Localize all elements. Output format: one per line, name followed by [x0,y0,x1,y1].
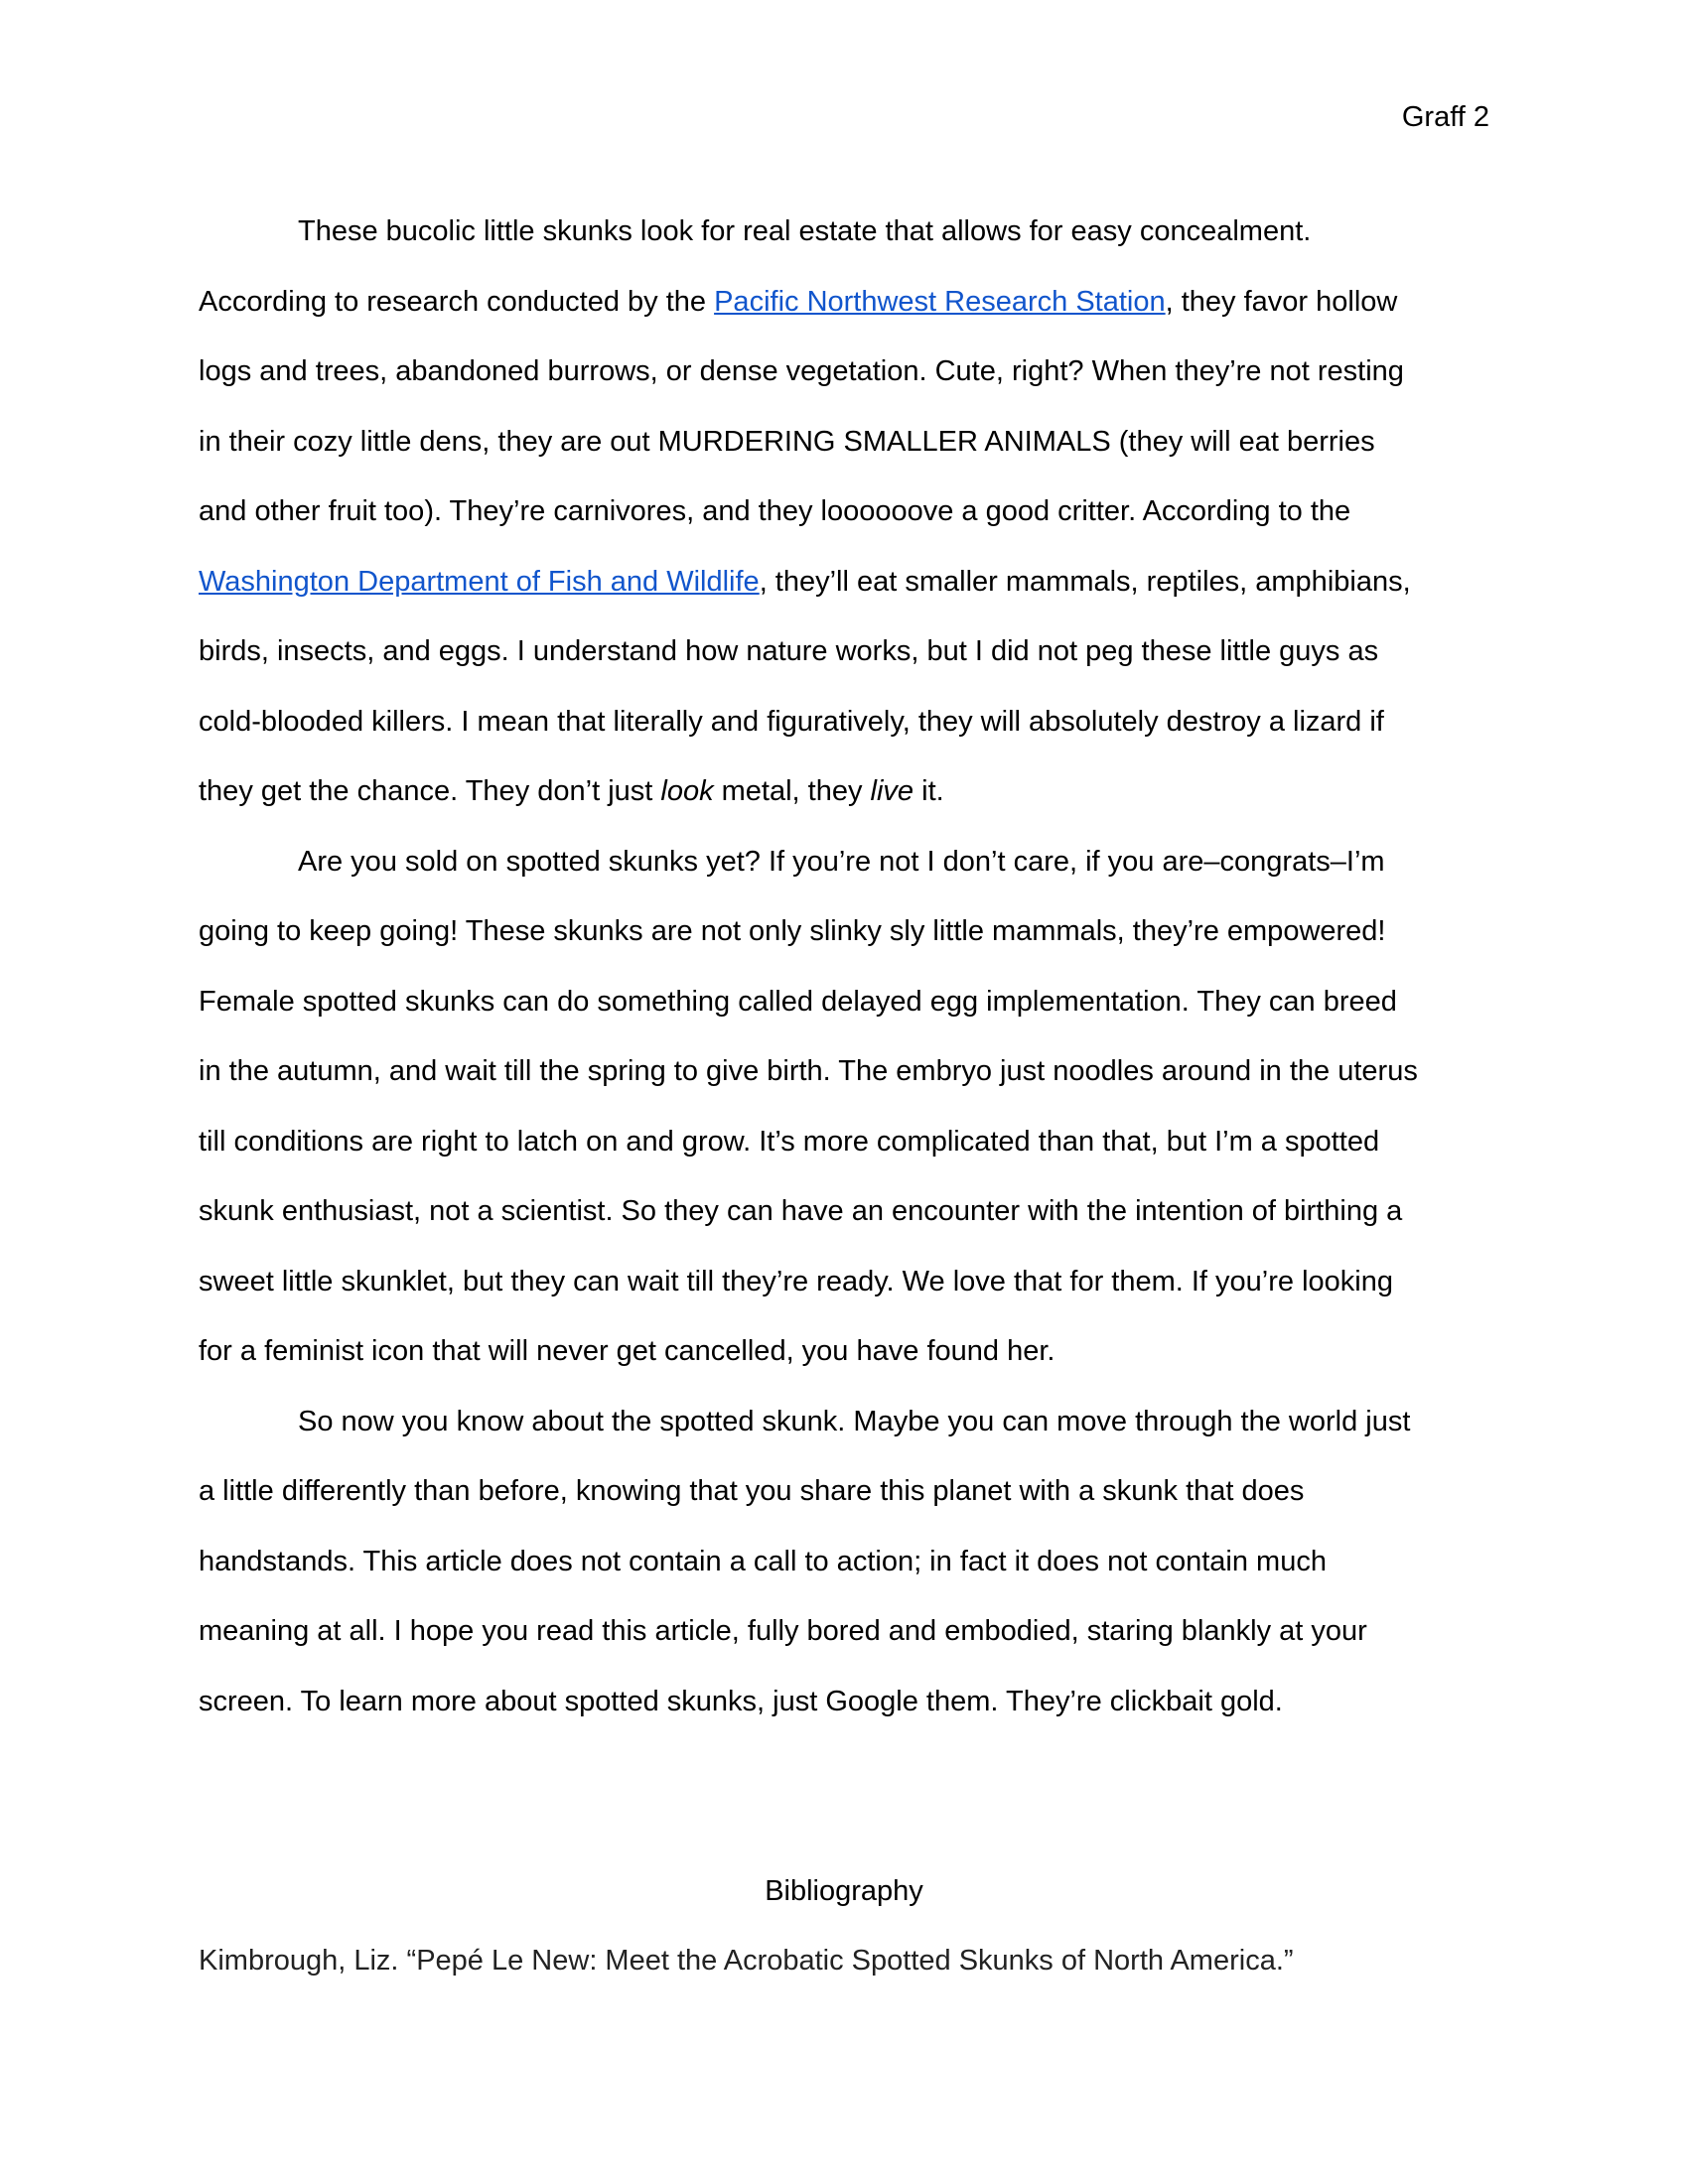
text-line: birds, insects, and eggs. I understand how nature works, but I did not peg these little guys as [199,635,1379,667]
text-line: till conditions are right to latch on and grow. It’s more complicated than that, but I’m a spotted [199,1125,1380,1158]
text-segment: , they favor hollow [1165,285,1398,318]
text-line: in the autumn, and wait till the spring to give birth. The embryo just noodles around in the uterus [199,1055,1418,1087]
text-line: sweet little skunklet, but they can wait till they’re ready. We love that for them. If you’re looking [199,1265,1393,1297]
text-line [199,267,1489,338]
text-line: logs and trees, abandoned burrows, or dense vegetation. Cute, right? When they’re not resting [199,355,1404,387]
page-header: Graff 2 [1401,101,1489,133]
text-line: in their cozy little dens, they are out MURDERING SMALLER ANIMALS (they will eat berries [199,425,1375,458]
text-line [199,756,1489,827]
text-line: screen. To learn more about spotted skunks, just Google them. They’re clickbait gold. [199,1685,1283,1717]
text-segment: , they’ll eat smaller mammals, reptiles, amphibians, [759,565,1411,598]
text-segment: According to research conducted by the [199,285,715,318]
bibliography-entry: Kimbrough, Liz. “Pepé Le New: Meet the Acrobatic Spotted Skunks of North America.” [199,1945,1294,1977]
paragraph-3 [199,1387,1489,1457]
text-line: going to keep going! These skunks are not only slinky sly little mammals, they’re empowered! [199,915,1386,947]
paragraph-2 [199,827,1489,897]
text-line [199,547,1489,617]
text-line: a little differently than before, knowing that you share this planet with a skunk that does [199,1475,1305,1507]
text-line: handstands. This article does not contain a call to action; in fact it does not contain much [199,1545,1327,1577]
text-line: Female spotted skunks can do something called delayed egg implementation. They can breed [199,985,1397,1018]
text-line: cold-blooded killers. I mean that literally and figuratively, they will absolutely destroy a lizard if [199,705,1384,738]
emphasis-look: look [660,775,714,807]
text-segment: metal, they [713,775,871,807]
link-washington-department-fish-wildlife[interactable]: Washington Department of Fish and Wildlife [199,565,760,598]
text-line: and other fruit too). They’re carnivores, and they loooooove a good critter. According to the [199,495,1351,527]
text-line: So now you know about the spotted skunk. Maybe you can move through the world just [298,1405,1411,1437]
text-segment: they get the chance. They don’t just [199,775,661,807]
text-line: Are you sold on spotted skunks yet? If you’re not I don’t care, if you are–congrats–I’m [298,845,1385,878]
document-body [199,197,1489,1736]
paragraph-1 [199,197,1489,267]
bibliography-title: Bibliography [765,1875,923,1907]
text-line: These bucolic little skunks look for real estate that allows for easy concealment. [298,215,1312,247]
text-line: meaning at all. I hope you read this article, fully bored and embodied, staring blankly at your [199,1615,1367,1647]
emphasis-live: live [870,775,914,807]
text-segment: it. [914,775,944,807]
text-line: for a feminist icon that will never get cancelled, you have found her. [199,1335,1055,1367]
text-line: skunk enthusiast, not a scientist. So they can have an encounter with the intention of birthing a [199,1195,1403,1227]
link-pacific-northwest-research-station[interactable]: Pacific Northwest Research Station [714,285,1166,318]
